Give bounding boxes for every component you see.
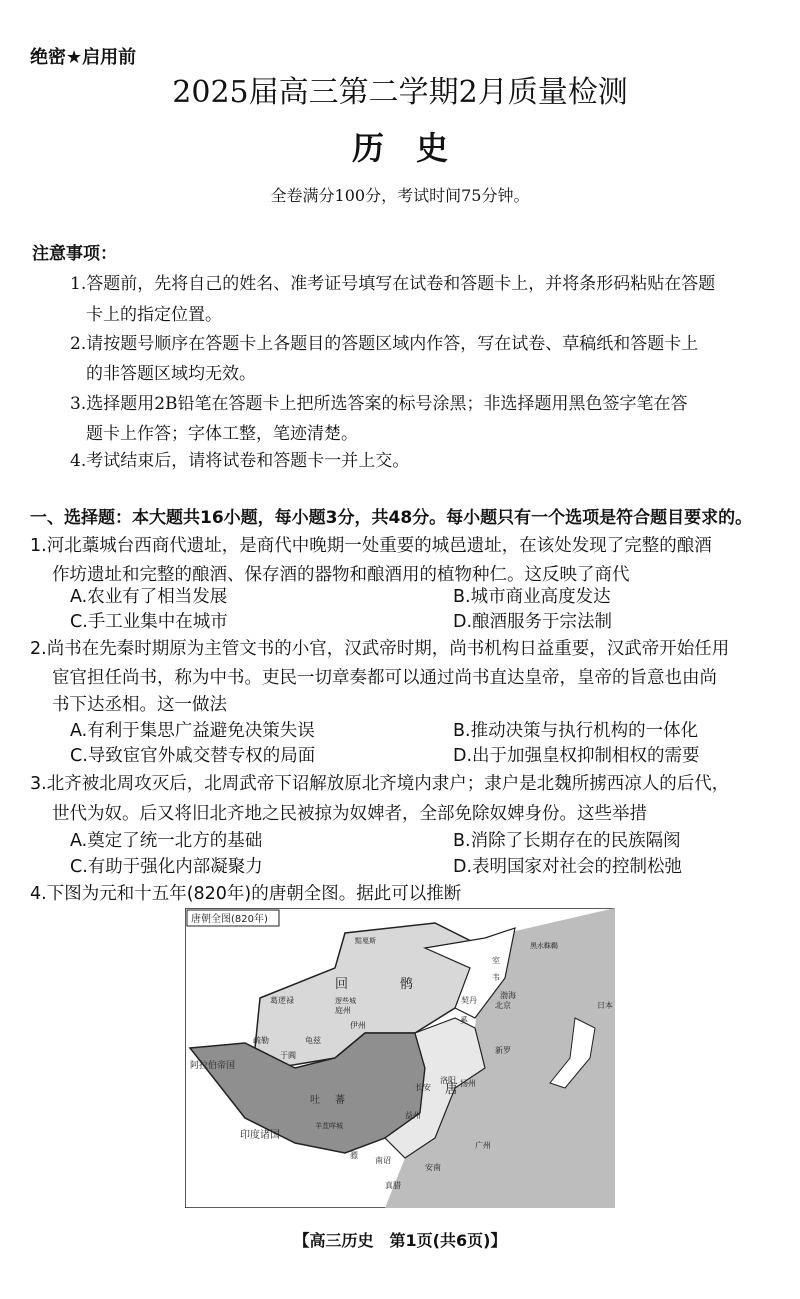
question-stem: 4.下图为元和十五年(820年)的唐朝全图。据此可以推断 <box>30 884 462 904</box>
map-label: 日本 <box>597 1001 613 1010</box>
map-label: 庭州 <box>335 1006 351 1015</box>
option-c: C.有助于强化内部凝聚力 <box>70 857 263 877</box>
note-line: 卡上的指定位置。 <box>86 305 222 325</box>
option-d: D.表明国家对社会的控制松弛 <box>453 857 683 877</box>
note-line: 题卡上作答；字体工整，笔迹清楚。 <box>86 424 358 444</box>
map-label: 广州 <box>475 1141 491 1150</box>
map-label: 北京 <box>495 1001 511 1010</box>
tang-dynasty-map <box>185 908 615 1208</box>
map-label: 室 <box>492 956 500 965</box>
map-label: 鹘 <box>400 977 414 992</box>
map-label: 真腊 <box>385 1181 401 1190</box>
map-label: 吐 <box>310 1095 320 1106</box>
note-line: 2.请按题号顺序在答题卡上各题目的答题区域内作答，写在试卷、草稿纸和答题卡上 <box>70 334 699 354</box>
map-label: 洛阳 <box>440 1076 456 1085</box>
question-stem: 书下达丞相。这一做法 <box>52 695 227 715</box>
question-stem: 3.北齐被北周攻灭后，北周武帝下诏解放原北齐境内隶户；隶户是北魏所掳西凉人的后代， <box>30 774 730 794</box>
map-label: 黑水靺鞨 <box>530 942 558 950</box>
note-line: 4.考试结束后，请将试卷和答题卡一并上交。 <box>70 451 410 471</box>
map-label: 唐 <box>445 1082 459 1097</box>
exam-info: 全卷满分100分，考试时间75分钟。 <box>270 186 530 205</box>
map-label: 益州 <box>405 1111 421 1120</box>
section-heading: 一、选择题：本大题共16小题，每小题3分，共48分。每小题只有一个选项是符合题目要求的。 <box>30 508 753 528</box>
option-b: B.城市商业高度发达 <box>453 587 611 607</box>
map-label: 逻些城 <box>335 997 356 1005</box>
map-label: 渤海 <box>500 991 516 1000</box>
notes-heading: 注意事项： <box>32 244 117 264</box>
map-label: 长安 <box>415 1083 431 1092</box>
option-a: A.农业有了相当发展 <box>70 587 228 607</box>
question-stem: 2.尚书在先秦时期原为主管文书的小官，汉武帝时期，尚书机构日益重要，汉武帝开始任用 <box>30 639 730 659</box>
option-b: B.消除了长期存在的民族隔阂 <box>453 831 681 851</box>
question-stem: 1.河北藁城台西商代遗址，是商代中晚期一处重要的城邑遗址，在该处发现了完整的酿酒 <box>30 536 712 556</box>
map-label: 安南 <box>425 1163 441 1172</box>
map-label: 疏勒 <box>253 1036 269 1045</box>
map-label: 奚 <box>460 1016 468 1025</box>
map-label: 羊苴咩城 <box>315 1122 343 1130</box>
option-c: C.导致宦官外戚交替专权的局面 <box>70 746 316 766</box>
map-label: 阿拉伯帝国 <box>190 1061 236 1071</box>
map-label: 扬州 <box>460 1079 476 1088</box>
note-line: 的非答题区域均无效。 <box>86 364 256 384</box>
map-label: 南诏 <box>375 1156 391 1165</box>
option-d: D.出于加强皇权抑制相权的需要 <box>453 746 700 766</box>
question-stem: 宦官担任尚书，称为中书。吏民一切章奏都可以通过尚书直达皇帝，皇帝的旨意也由尚 <box>52 668 717 688</box>
map-label: 契丹 <box>461 996 477 1005</box>
map-label: 印度诸国 <box>240 1130 280 1141</box>
map-label: 黠戛斯 <box>355 937 376 945</box>
option-d: D.酿酒服务于宗法制 <box>453 612 613 632</box>
map-label: 葛逻禄 <box>270 996 294 1005</box>
map-label: 伊州 <box>350 1021 366 1030</box>
secret-mark: 绝密★启用前 <box>30 47 137 68</box>
map-label: 新罗 <box>495 1046 511 1055</box>
note-line: 3.选择题用2B铅笔在答题卡上把所选答案的标号涂黑；非选择题用黑色签字笔在答 <box>70 394 688 414</box>
option-c: C.手工业集中在城市 <box>70 612 228 632</box>
map-label: 龟兹 <box>305 1036 321 1045</box>
map-label: 骠 <box>350 1151 358 1160</box>
question-stem: 作坊遗址和完整的酿酒、保存酒的器物和酿酒用的植物种仁。这反映了商代 <box>52 565 630 585</box>
option-a: A.奠定了统一北方的基础 <box>70 831 263 851</box>
map-label: 蕃 <box>335 1095 345 1106</box>
note-line: 1.答题前，先将自己的姓名、准考证号填写在试卷和答题卡上，并将条形码粘贴在答题 <box>70 274 716 294</box>
subject-title: 历 史 <box>351 129 448 167</box>
map-label: 回 <box>335 977 349 992</box>
map-title: 唐朝全图(820年) <box>191 914 268 925</box>
exam-title: 2025届高三第二学期2月质量检测 <box>172 75 628 110</box>
map-label: 于阗 <box>280 1051 296 1060</box>
option-b: B.推动决策与执行机构的一体化 <box>453 721 699 741</box>
page-footer: 【高三历史 第1页(共6页)】 <box>293 1231 507 1250</box>
map-label: 韦 <box>492 973 500 982</box>
question-stem: 世代为奴。后又将旧北齐地之民被掠为奴婢者，全部免除奴婢身份。这些举措 <box>52 804 647 824</box>
option-a: A.有利于集思广益避免决策失误 <box>70 721 315 741</box>
